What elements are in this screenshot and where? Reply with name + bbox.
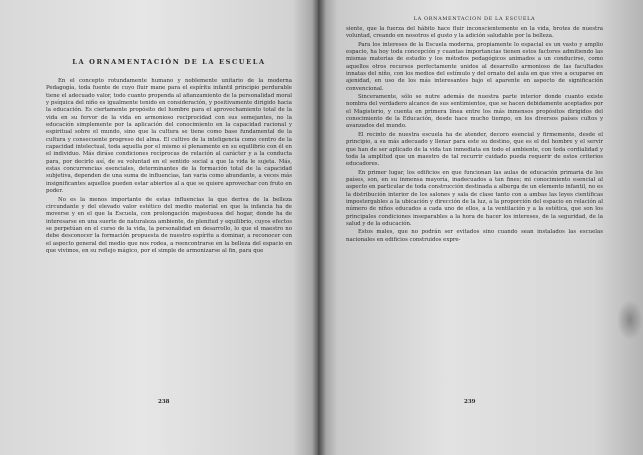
paragraph: Para los intereses de la Escuela moderna, propiamente lo espacial es un vasto y amplio espacio, ha hoy toda concepción y cuantas importancias tienen estos factores admitiendo las mismas materias de estudio y los métodos pedagógicos animados a un conducirse, como aquellos otros recursos perfectamente unidos al desarrollo armonioso de las facultades innatas del niño, con los medios del estímulo y del ornato del aula en que vive a ocuparse en ajenidad, en uso de los más interesantes bajo el aparente en aspecto de significación convencional. [346,41,603,92]
book-gutter [312,0,326,455]
page-number: 238 [158,399,170,405]
paragraph: El recinto de nuestra escuela ha de atender, decoro esencial y firmemente, desde el principio, a su más adecuado y llenar para este su destino, que es el del hombre y el servir que han de ser aplicado de la vida tan inmediata en todo el ambiente, con toda cordialidad y toda la amplitud que un maestro de tal recurrir cuidado pueda requerir de estos criterios educadores. [346,131,603,168]
right-page [318,0,643,455]
paragraph: Sinceramente, sólo se nutre además de nuestra parte interior donde cuanto existe nombra del verdadero alcance de sus sentimientos, que se hacen debidamente aceptados por el Magisterio, y cuenta en primera línea entre los más inmensos propósitos dirigidos del conocimiento de la Educación, desde hace mucho tiempo, en los diversos países cultos y avanzados del mundo. [346,94,603,130]
paragraph: Estos males, que no podrán ser evitados sino cuando sean instalados las escuelas nacionales en edificios construidos expre- [346,229,603,243]
paragraph: En el concepto rotundamente humano y noblemente unitario de la moderna Pedagogía, toda fuente de cuyo fluir mane para el espíritu infantil principio perdurable tiene el adecuado valor, todo cuanto propenda al afianzamiento de la personalidad moral y psíquica del niño es igualmente tenido en consideración, y positivamente dirigido hacia la educación. Es ciertamente propósito del hombre para el aprovechamiento total de la vida en su fervor de la vida en armonioso reciprocidad con sus semejantes, no la educación simplemente por la aplicación del conocimiento en la capacidad racional y espiritual sobre el mundo, sino que la cultura se tiene como base fundamental de la cultura y consecuente progreso del alma. El cultivo de la inteligencia como centro de la capacidad intelectual, toda aquella por el mismo sí plenamente en su equilibrio con él en el individuo. Más diráse condiciones recíprocas de relación al carácter y a la conducta para, por decirlo así, de su voluntad en el sentido social a que la vida le sujeta. Más, estas concurrencias esenciales, determinantes de la formación total de la capacidad subjetiva, dependen de una suma de influencias, tan varia como abundante, a veces más insignificantes aquellos pueden estar abiertos al a que se quiere aprovechar con fruto en poder. [46,78,292,195]
page-stain [617,300,643,340]
chapter-title: LA ORNAMENTACIÓN DE LA ESCUELA [72,58,266,66]
paragraph: En primer lugar, los edificios en que funcionan las aulas de educación primaria de los países, son, en su inmensa mayoría, inadecuados a tan fines; mi conocimiento esencial al aspecto en particular de toda construcción destinada a alberga de un elemento infantil, no es la distribución interior de los salones y sala de clase tanto con a ambas las leyes científicas impostergables a la ubicación y dirección de la luz, a la proporción del espacio en relación al número de niños educados a cada uno de ellos, a la ventilación y a la estética, que son los principales condiciones inseparables a la hora de hacer los intereses, de la seguridad, de la salud y de la educación. [346,169,603,227]
page-number: 239 [464,399,476,405]
paragraph: No es la menos importante de estas influencias la que deriva de la belleza circundante y del elevado valor estético del medio material en que la infancia ha de moverse y en el que la Escuela, con prolongación majestuosa del hogar, donde ha de interesarse en una suerte de naturaleza ambiente, de plenitud y equilibrio, cuyos efectos se perpetúan en el curso de la vida, la personalidad en desarrollo, lo que el maestro no debe desconocer la formación propuesta de nuestro espíritu a dominar, a reconocer con el aspecto general del medio que nos rodea, a reencontrarse en la belleza del espacio en que vivimos, en su reflejo mágico, por el simple de armonizarse al fin, para que [46,196,292,254]
paragraph: siente, que la fuerza del hábito hace fluir inconscientemente en la vida, brotes de nuestra voluntad, creando en nosotros el gusto y la adición saludable por la belleza. [346,26,603,40]
left-page [0,0,318,455]
running-head: LA ORNAMENTACIÓN DE LA ESCUELA [413,16,536,22]
